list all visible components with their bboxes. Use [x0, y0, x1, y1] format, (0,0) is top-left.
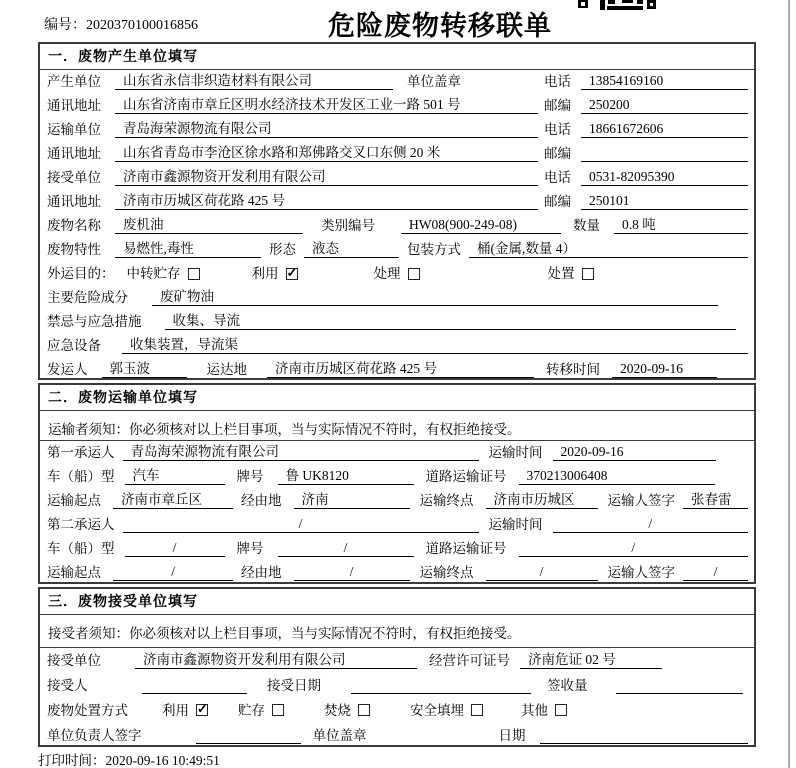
- receiver-tel-value: 0531-82095390: [581, 169, 748, 186]
- row-vehicle2: [40, 537, 754, 561]
- route1-sign-label: 运输人签字: [607, 493, 675, 508]
- producer-unit-label: 产生单位: [47, 74, 101, 89]
- road-permit2-label: 道路运输证号: [425, 541, 507, 556]
- accept-unit-label: 接受单位: [47, 653, 101, 668]
- route1-end-label: 运输终点: [419, 493, 474, 508]
- receiver-zip-label: 邮编: [544, 194, 571, 209]
- route2-sign-label: 运输人签字: [607, 565, 675, 580]
- route1-sign-value: 张春雷: [683, 488, 748, 509]
- route2-start-label: 运输起点: [47, 565, 101, 580]
- disposal-burn-checkbox: [358, 704, 370, 716]
- route2-via-label: 经由地: [241, 565, 282, 580]
- row-disposal-method: [40, 698, 754, 723]
- transport-unit-label: 运输单位: [47, 122, 101, 137]
- row-second-carrier: [40, 513, 754, 537]
- transport-time1-label: 运输时间: [488, 445, 543, 460]
- transport-time1-value: 2020-09-16: [553, 444, 716, 461]
- sign-date-label: 日期: [498, 728, 526, 743]
- hazard-component-label: 主要危险成分: [47, 290, 128, 305]
- destination-value: 济南市历城区荷花路 425 号: [267, 357, 534, 378]
- row-purpose: [40, 262, 754, 286]
- taboo-measures-value: 收集、导流: [165, 309, 737, 330]
- emergency-equipment-label: 应急设备: [47, 338, 101, 353]
- packing-value: 桶(金属,数量 4）: [469, 237, 748, 258]
- producer-unit-value: 山东省永信非织造材料有限公司: [115, 69, 393, 90]
- purpose-use-checkbox: [286, 268, 298, 280]
- page-title: 危险废物转移联单: [328, 11, 552, 41]
- purpose-treat-checkbox: [408, 268, 420, 280]
- receipt-qty-value: [616, 677, 743, 694]
- section1-heading: 一．废物产生单位填写: [40, 44, 754, 70]
- route2-via-value: /: [294, 564, 410, 581]
- waste-form-label: 形态: [269, 242, 296, 257]
- row-responsible-sign: [40, 723, 754, 748]
- row-route1: [40, 489, 754, 513]
- vehicle-type1-value: 汽车: [125, 464, 225, 485]
- section3-heading: 三．废物接受单位填写: [40, 589, 754, 615]
- disposal-store-label: 贮存: [238, 703, 265, 718]
- row-route2: [40, 561, 754, 585]
- row-first-carrier: [40, 441, 754, 465]
- destination-label: 运达地: [206, 362, 247, 377]
- waste-qty-value: 0.8 吨: [614, 213, 748, 234]
- row-receiver-unit: [40, 166, 754, 190]
- accept-date-label: 接受日期: [267, 678, 321, 693]
- section2-heading: 二．废物运输单位填写: [40, 385, 754, 411]
- receiver-unit-value: 济南市鑫源物资开发利用有限公司: [115, 165, 538, 186]
- row-vehicle1: [40, 465, 754, 489]
- plate2-value: /: [278, 540, 414, 557]
- waste-property-value: 易燃性,毒性: [115, 237, 261, 258]
- purpose-option-use-label: 利用: [251, 266, 279, 281]
- waste-category-value: HW08(900-249-08): [401, 217, 561, 234]
- purpose-option-storage-label: 中转贮存: [126, 266, 181, 281]
- waste-category-label: 类别编号: [321, 218, 375, 233]
- serial-label: 编号：: [44, 18, 86, 33]
- route1-via-label: 经由地: [241, 493, 282, 508]
- row-accept-person: [40, 673, 754, 698]
- unit-stamp-label: 单位盖章: [407, 74, 461, 89]
- row-producer-unit: [40, 70, 754, 94]
- disposal-use-checkbox: [196, 704, 208, 716]
- accept-person-label: 接受人: [47, 678, 88, 693]
- route1-start-value: 济南市章丘区: [113, 488, 233, 509]
- serial-value: 2020370100016856: [86, 18, 198, 33]
- row-transport-unit: [40, 118, 754, 142]
- row-taboo-measures: [40, 310, 754, 334]
- transport-unit-value: 青岛海荣源物流有限公司: [115, 117, 538, 138]
- emergency-equipment-value: 收集装置，导流渠: [122, 333, 748, 354]
- waste-form-value: 液态: [304, 237, 399, 258]
- disposal-other-label: 其他: [521, 703, 548, 718]
- transporter-notice: 运输者须知：你必须核对以上栏目事项，当与实际情况不符时，有权拒绝接受。: [40, 411, 754, 441]
- purpose-dispose-checkbox: [582, 268, 594, 280]
- receiver-notice: 接受者须知：你必须核对以上栏目事项，当与实际情况不符时，有权拒绝接受。: [40, 615, 754, 648]
- page-edge-line: [788, 0, 790, 768]
- first-carrier-value: 青岛海荣源物流有限公司: [123, 440, 479, 461]
- receiver-tel-label: 电话: [544, 170, 571, 185]
- vehicle-type1-label: 车（船）型: [47, 469, 115, 484]
- route2-end-value: /: [486, 564, 598, 581]
- producer-address-value: 山东省济南市章丘区明水经济技术开发区工业一路 501 号: [115, 93, 538, 114]
- packing-label: 包装方式: [407, 242, 461, 257]
- producer-tel-value: 13854169160: [581, 73, 748, 90]
- route1-start-label: 运输起点: [47, 493, 101, 508]
- disposal-burn-label: 焚烧: [324, 703, 351, 718]
- taboo-measures-label: 禁忌与应急措施: [47, 314, 142, 329]
- route2-sign-value: /: [683, 564, 748, 581]
- row-accept-unit: [40, 648, 754, 673]
- second-carrier-value: /: [123, 516, 479, 533]
- producer-address-label: 通讯地址: [47, 98, 101, 113]
- purpose-label: 外运目的：: [47, 266, 115, 281]
- road-permit1-value: 370213006408: [519, 468, 715, 485]
- plate1-value: 鲁 UK8120: [278, 464, 414, 485]
- row-producer-address: [40, 94, 754, 118]
- responsible-sign-label: 单位负责人签字: [47, 728, 142, 743]
- transport-address-label: 通讯地址: [47, 146, 101, 161]
- dispatcher-value: 郭玉波: [102, 357, 187, 378]
- hazard-component-value: 废矿物油: [152, 285, 718, 306]
- print-time-value: 2020-09-16 10:49:51: [105, 753, 220, 768]
- row-receiver-address: [40, 190, 754, 214]
- receiver-unit-label: 接受单位: [47, 170, 101, 185]
- purpose-storage-checkbox: [188, 268, 200, 280]
- road-permit1-label: 道路运输证号: [425, 469, 507, 484]
- vehicle-type2-label: 车（船）型: [47, 541, 115, 556]
- section-receiver: [38, 587, 756, 747]
- accept-unit-value: 济南市鑫源物资开发利用有限公司: [135, 648, 417, 669]
- transport-zip-label: 邮编: [544, 146, 571, 161]
- row-hazard-component: [40, 286, 754, 310]
- print-time: [38, 749, 220, 768]
- row-waste-property: [40, 238, 754, 262]
- vehicle-type2-value: /: [125, 540, 225, 557]
- row-emergency-equipment: [40, 334, 754, 358]
- serial-number: [44, 14, 198, 34]
- transfer-time-value: 2020-09-16: [612, 361, 717, 378]
- route2-end-label: 运输终点: [419, 565, 474, 580]
- purpose-option-treat-label: 处理: [373, 266, 401, 281]
- sign-date-value: [540, 727, 749, 744]
- disposal-store-checkbox: [272, 704, 284, 716]
- road-permit2-value: /: [519, 540, 749, 557]
- route2-start-value: /: [113, 564, 233, 581]
- receipt-qty-label: 签收量: [547, 678, 588, 693]
- producer-tel-label: 电话: [544, 74, 571, 89]
- transfer-time-label: 转移时间: [546, 362, 600, 377]
- row-dispatcher: [40, 358, 754, 382]
- producer-zip-label: 邮编: [544, 98, 571, 113]
- transport-time2-value: /: [553, 516, 749, 533]
- section-producer: [38, 42, 756, 380]
- qr-code-fragment-icon: [578, 0, 656, 11]
- waste-name-value: 废机油: [115, 213, 303, 234]
- producer-zip-value: 250200: [581, 97, 748, 114]
- dispatcher-label: 发运人: [47, 362, 88, 377]
- receiver-address-value: 济南市历城区荷花路 425 号: [115, 189, 538, 210]
- business-permit-label: 经营许可证号: [429, 653, 510, 668]
- disposal-other-checkbox: [555, 704, 567, 716]
- transport-tel-label: 电话: [544, 122, 571, 137]
- section-transporter: [38, 383, 756, 584]
- second-carrier-label: 第二承运人: [47, 517, 115, 532]
- transport-tel-value: 18661672606: [581, 121, 748, 138]
- business-permit-value: 济南危证 02 号: [520, 648, 662, 669]
- plate1-label: 牌号: [236, 469, 264, 484]
- unit-stamp3-label: 单位盖章: [312, 728, 367, 743]
- responsible-sign-value: [196, 727, 301, 744]
- purpose-option-dispose-label: 处置: [547, 266, 575, 281]
- route1-via-value: 济南: [294, 488, 410, 509]
- transport-zip-value: [581, 145, 748, 162]
- disposal-method-label: 废物处置方式: [47, 703, 128, 718]
- disposal-landfill-label: 安全填埋: [410, 703, 464, 718]
- waste-name-label: 废物名称: [47, 218, 101, 233]
- disposal-use-label: 利用: [162, 703, 189, 718]
- print-time-label: 打印时间：: [38, 753, 106, 768]
- row-waste-name: [40, 214, 754, 238]
- receiver-zip-value: 250101: [581, 193, 748, 210]
- accept-date-value: [351, 677, 531, 694]
- plate2-label: 牌号: [236, 541, 264, 556]
- row-transport-address: [40, 142, 754, 166]
- transport-time2-label: 运输时间: [488, 517, 543, 532]
- accept-person-value: [142, 677, 247, 694]
- transport-address-value: 山东省青岛市李沧区徐水路和郑佛路交叉口东侧 20 米: [115, 141, 538, 162]
- waste-qty-label: 数量: [573, 218, 600, 233]
- waste-property-label: 废物特性: [47, 242, 101, 257]
- receiver-address-label: 通讯地址: [47, 194, 101, 209]
- first-carrier-label: 第一承运人: [47, 445, 115, 460]
- disposal-landfill-checkbox: [471, 704, 483, 716]
- route1-end-value: 济南市历城区: [486, 488, 598, 509]
